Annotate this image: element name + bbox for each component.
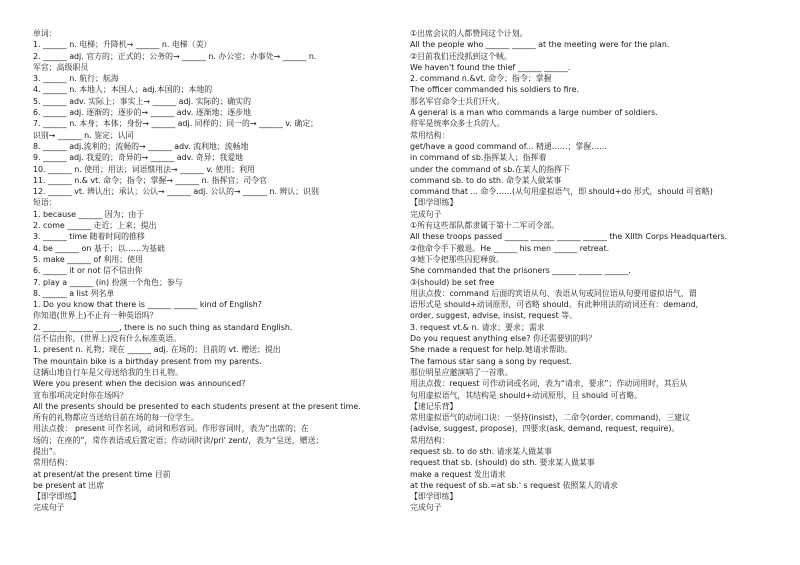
text-line: Do you request anything else? 你还需要别的吗？ [410, 334, 597, 344]
text-line: The officer commanded his soldiers to fire. [410, 85, 580, 95]
text-line: under the command of sb.在某人的指挥下 [410, 164, 570, 174]
text-line: 你知道(世界上)不止有一种英语吗？ [33, 311, 158, 321]
text-line: command that ... 命令……(从句用虚拟语气，即 should+do 形式，should 可省略) [410, 187, 713, 197]
text-line: 常用结构： [33, 458, 73, 468]
text-line: 11. ______ n.& vt. 命令；指令；掌握→ ______ n. 指挥官；司令官 [33, 175, 267, 185]
text-line: (advise, suggest, propose)，四要求(ask, demand, request, require)。 [410, 424, 680, 434]
text-line: 4. be ______ on 基于；以……为基础 [33, 243, 165, 253]
text-line: 军官；高级职员 [33, 62, 89, 72]
text-line: ③她下令把那些囚犯释放。 [410, 254, 504, 264]
text-line: 8. ______ adj.流利的；流畅的→ ______ adv. 流利地；流畅地 [33, 141, 249, 151]
text-line: 9. ______ adj. 我爱的；奇异的→ ______ adv. 奇异；我爱地 [33, 153, 244, 163]
text-line: All the people who ______ ______ at the meeting were for the plan. [410, 40, 670, 50]
text-line: 宣布那项决定时你在场吗？ [33, 390, 128, 400]
right-column [410, 28, 770, 514]
text-line: 用法点拨：command 后面的宾语从句、表语从句或同位语从句要用虚拟语气，谓 [410, 288, 697, 298]
text-line: 常用虚拟语气的动词口诀：一坚持(insist)，二命令(order, command)，三建议 [410, 413, 690, 423]
text-line: 完成句子 [410, 503, 442, 513]
text-line: in command of sb.指挥某人；指挥着 [410, 153, 547, 163]
text-line: 【即学即练】 [410, 492, 458, 502]
text-line: 识别→ ______ n. 鉴定；认同 [33, 130, 134, 140]
text-line: 这辆山地自行车是父母送给我的生日礼物。 [33, 367, 183, 377]
text-line: 3. ______ n. 航行；航海 [33, 74, 119, 84]
text-line: 完成句子 [410, 209, 442, 219]
text-line: 将军是统率众多士兵的人。 [410, 119, 505, 129]
text-line: 信不信由你，(世界上)没有什么标准英语。 [33, 334, 182, 344]
text-line: 3. request vt.& n. 请求；要求；需求 [410, 322, 545, 332]
text-line: All the presents should be presented to each students present at the present time. [33, 401, 361, 411]
text-line: 【即学即练】 [33, 492, 81, 502]
text-line: 6. ______ it or not 信不信由你 [33, 266, 143, 276]
text-line: 那名军官命令士兵们开火。 [410, 96, 505, 106]
text-line: All these troops passed ______ ______ ______ ______ the XIIth Corps Headquarters. [410, 232, 728, 242]
text-line: 短语： [33, 198, 57, 208]
text-line: at the request of sb.=at sb.' s request 依照某人的请求 [410, 480, 618, 490]
text-line: The mountain bike is a birthday present from my parents. [33, 356, 262, 366]
text-line: request sb. to do sth. 请求某人做某事 [410, 446, 552, 456]
text-line: be present at 出席 [33, 480, 105, 490]
text-line: 2. come ______ 走近；上来；提出 [33, 221, 157, 231]
text-line: We haven't found the thief ______ ______. [410, 62, 571, 72]
text-line: 10. ______ n. 使用；用法；词语惯用法→ ______ v. 使用；利用 [33, 164, 255, 174]
text-line: request that sb. (should) do sth. 要求某人做某事 [410, 458, 595, 468]
text-line: 语形式是 should+动词原形，可省略 should。有此种用法的动词还有：demand, [410, 300, 699, 310]
text-line: 所有的礼物都应当送给目前在场的每一位学生。 [33, 413, 199, 423]
text-line: 1. ______ n. 电梯；升降机→ ______ n. 电梯（美） [33, 40, 212, 50]
text-line: 提出”。 [33, 446, 61, 456]
text-line: ②他命令手下撤退。He ______ his men ______ retreat. [410, 243, 610, 253]
text-line: 7. ______ n. 本身；本体；身份→ ______ adj. 同样的；同一的→ ______ v. 确定； [33, 119, 318, 129]
text-line: 3. ______ time 随着时间的推移 [33, 232, 145, 242]
text-line: 【速记乐背】 [410, 401, 458, 411]
text-line: 1. present n. 礼物；现在 ______ adj. 在场的；目前的 vt. 赠送；提出 [33, 345, 281, 355]
text-line: The famous star sang a song by request. [410, 356, 572, 366]
text-line: 1. Do you know that there is ______ ______ kind of English? [33, 300, 262, 310]
text-line: She commanded that the prisoners ______ ______ ______. [410, 266, 631, 276]
text-line: get/have a good command of... 精通……；掌握…… [410, 141, 607, 151]
left-column [33, 28, 400, 514]
text-line: 句用虚拟语气，其结构是 should+动词原形，且 should 可省略。 [410, 390, 643, 400]
text-line: She made a request for help.她请求帮助。 [410, 345, 573, 355]
text-line: 1. because ______ 因为；由于 [33, 209, 145, 219]
text-line: 常用结构： [410, 435, 450, 445]
text-line: 2. ______ ______ ______, there is no such thing as standard English. [33, 322, 293, 332]
text-line: ①出席会议的人都赞同这个计划。 [410, 29, 528, 38]
text-line: 5. make ______ of 利用；使用 [33, 254, 143, 264]
text-line: 用法点拨：request 可作动词或名词，表为“请求，要求”；作动词用时，其后从 [410, 379, 688, 389]
text-line: ③(should) be set free [410, 277, 495, 287]
text-line: 4. ______ n. 本地人；本国人；adj.本国的；本地的 [33, 85, 213, 95]
text-line: 2. command n.&vt. 命令；指令；掌握 [410, 74, 552, 84]
text-line: ②目前我们还没抓到这个贼。 [410, 51, 512, 61]
text-line: Were you present when the decision was announced? [33, 379, 246, 389]
text-line: 12. ______ vt. 辨认出；承认；公认→ ______ adj. 公认的→ ______ n. 辨认；识别 [33, 187, 319, 197]
text-line: 单词： [33, 29, 57, 38]
text-line: order, suggest, advise, insist, request 等。 [410, 311, 577, 321]
text-line: 7. play a ______ (in) 扮演一个角色；参与 [33, 277, 183, 287]
text-line: 【即学即练】 [410, 198, 458, 208]
text-line: make a request 发出请求 [410, 469, 506, 479]
text-line: 场的；在座的”，常作表语或后置定语；作动词时读/pri' zent/，表为“呈送，赠送； [33, 435, 324, 445]
text-line: 那位明星应邀演唱了一首歌。 [410, 367, 513, 377]
text-line: 5. ______ adv. 实际上；事实上→ ______ adj. 实际的；确实的 [33, 96, 251, 106]
text-line: 2. ______ adj. 官方的；正式的；公务的→ ______ n. 办公室；办事处→ ______ n. [33, 51, 317, 61]
text-line: 完成句子 [33, 503, 65, 513]
text-line: A general is a man who commands a large number of soldiers. [410, 108, 658, 118]
text-line: command sb. to do sth. 命令某人做某事 [410, 175, 562, 185]
text-line: 6. ______ adj. 逐渐的；逐步的→ ______ adv. 逐渐地；逐步地 [33, 108, 251, 118]
text-line: 常用结构： [410, 130, 450, 140]
text-line: ①所有这些部队都隶属于第十二军司令部。 [410, 221, 560, 231]
text-line: 8. ______ a list 列名单 [33, 288, 115, 298]
text-line: at present/at the present time 目前 [33, 469, 171, 479]
text-line: 用法点拨： present 可作名词，动词和形容词。作形容词时，表为“出席的；在 [33, 424, 309, 434]
